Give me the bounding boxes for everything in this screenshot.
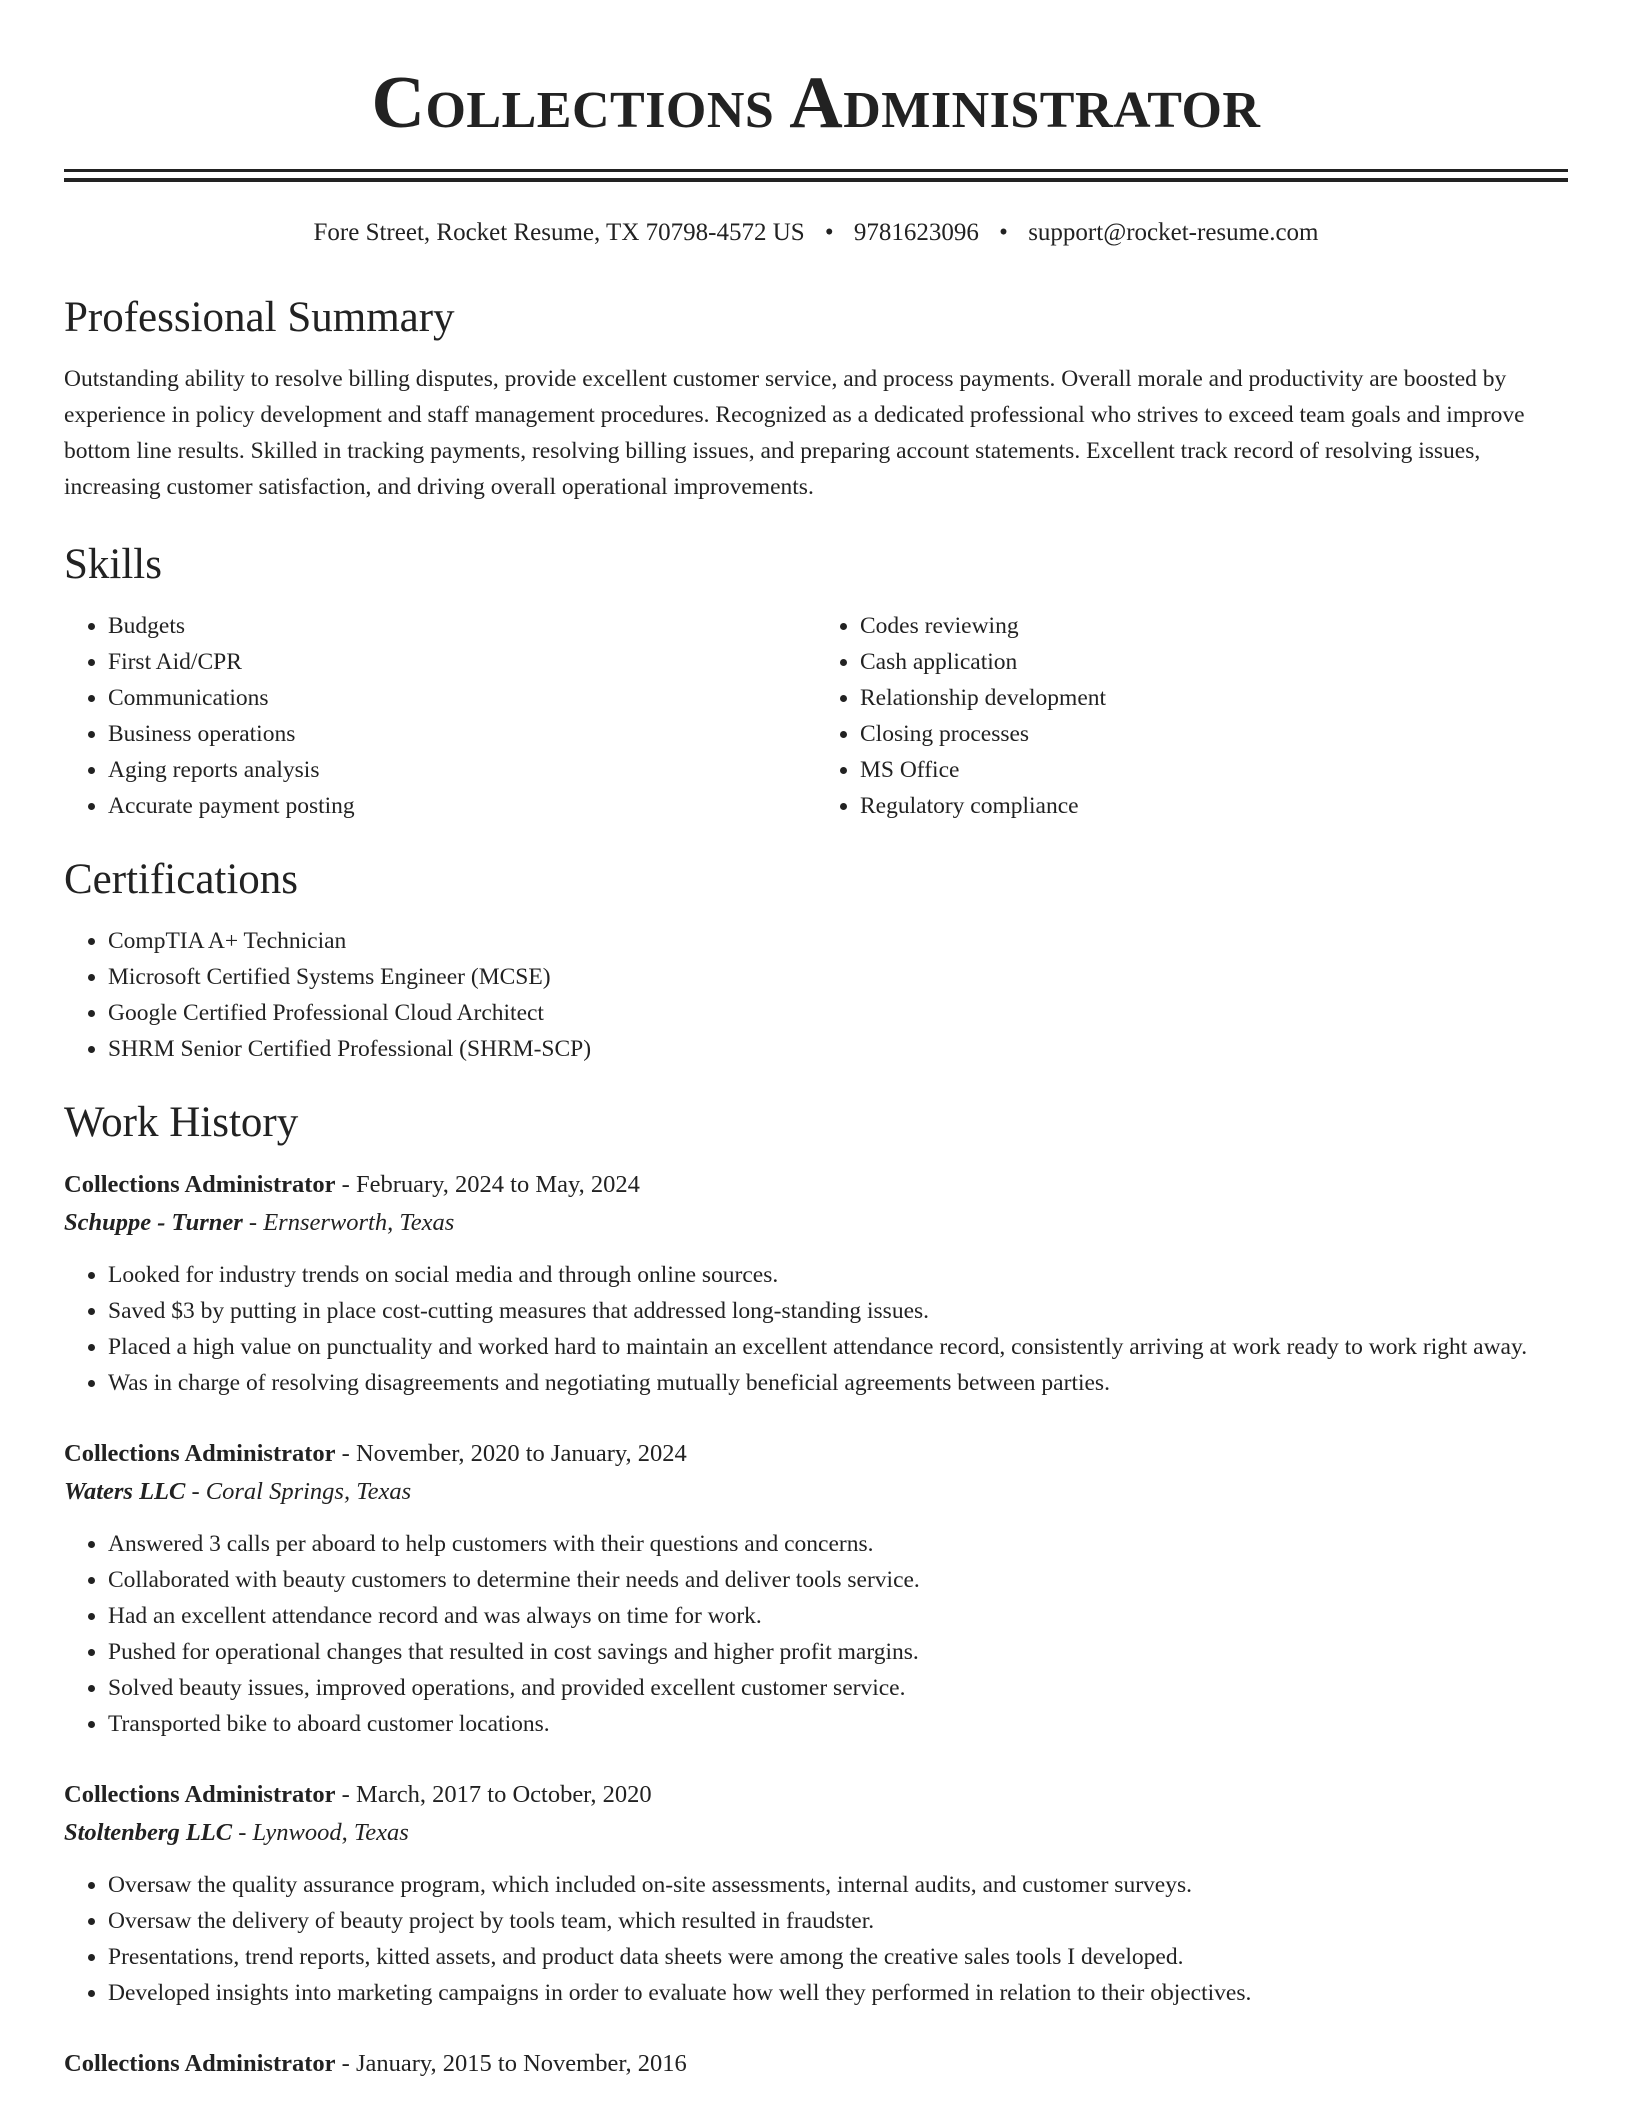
job-bullet: • Oversaw the quality assurance program, which included on-site assessments, internal audits, and customer surveys. [108, 1867, 1568, 1903]
contact-email: support@rocket-resume.com [1028, 219, 1319, 246]
job-dates: - March, 2017 to October, 2020 [335, 1781, 652, 1808]
certification-item: • Microsoft Certified Systems Engineer (MCSE) [108, 959, 1568, 995]
certifications-heading: Certifications [64, 856, 299, 903]
job-bullet: • Transported bike to aboard customer locations. [108, 1706, 1568, 1742]
job-entry [64, 1435, 1568, 1742]
title-rule-bottom [64, 178, 1568, 182]
skill-item: • Cash application [860, 644, 1568, 680]
certifications-list [64, 923, 1568, 1067]
job-company: Schuppe - Turner [64, 1209, 243, 1236]
job-bullet: • Collaborated with beauty customers to determine their needs and deliver tools service. [108, 1562, 1568, 1598]
skill-item: • Codes reviewing [860, 608, 1568, 644]
job-title: Collections Administrator [64, 1781, 336, 1808]
skills-heading: Skills [64, 541, 162, 588]
certification-item: • SHRM Senior Certified Professional (SHRM-SCP) [108, 1031, 1568, 1067]
job-bullets [64, 1526, 1568, 1742]
skill-item: • Business operations [108, 716, 816, 752]
job-dates: - January, 2015 to November, 2016 [335, 2050, 687, 2077]
contact-separator: • [999, 219, 1008, 246]
job-bullet: • Oversaw the delivery of beauty project by tools team, which resulted in fraudster. [108, 1903, 1568, 1939]
certification-item: • CompTIA A+ Technician [108, 923, 1568, 959]
certification-item: • Google Certified Professional Cloud Architect [108, 995, 1568, 1031]
skill-item: • Regulatory compliance [860, 788, 1568, 824]
job-entry [64, 1166, 1568, 1401]
job-bullet: • Saved $3 by putting in place cost-cutting measures that addressed long-standing issues. [108, 1293, 1568, 1329]
job-location: - Lynwood, Texas [232, 1819, 409, 1846]
job-company: Stoltenberg LLC [64, 1819, 233, 1846]
work-history-heading: Work History [64, 1099, 299, 1146]
job-bullet: • Was in charge of resolving disagreements and negotiating mutually beneficial agreements between parties. [108, 1365, 1568, 1401]
resume-title: Collections Administrator [371, 62, 1261, 144]
skill-item: • MS Office [860, 752, 1568, 788]
job-dates: - November, 2020 to January, 2024 [335, 1440, 687, 1467]
job-location: - Coral Springs, Texas [185, 1478, 412, 1505]
job-location: - Ernserworth, Texas [242, 1209, 455, 1236]
skill-item: • Aging reports analysis [108, 752, 816, 788]
title-rule-top [64, 169, 1568, 172]
job-title-line [64, 1776, 1568, 1814]
skill-item: • Accurate payment posting [108, 788, 816, 824]
skills-list-left [64, 608, 816, 824]
summary-heading: Professional Summary [64, 294, 455, 341]
job-title-line [64, 1166, 1568, 1204]
contact-line [64, 218, 1568, 248]
job-bullet: • Placed a high value on punctuality and worked hard to maintain an excellent attendance record, consistently arriving at work ready to work right away. [108, 1329, 1568, 1365]
job-company-line [64, 1473, 1568, 1511]
job-bullet: • Presentations, trend reports, kitted assets, and product data sheets were among the creative sales tools I developed. [108, 1939, 1568, 1975]
job-bullet: • Developed insights into marketing campaigns in order to evaluate how well they performed in relation to their objectives. [108, 1975, 1568, 2011]
job-title: Collections Administrator [64, 1440, 336, 1467]
summary-text: Outstanding ability to resolve billing disputes, provide excellent customer service, and process payments. Overall morale and productivity are boosted by experience in policy development and staff management procedures. Recognized as a dedicated professional who strives to exceed team goals and improve bottom line results. Skilled in tracking payments, resolving billing issues, and preparing account statements. Excellent track record of resolving issues, increasing customer satisfaction, and driving overall operational improvements. [64, 366, 1525, 500]
job-dates: - February, 2024 to May, 2024 [335, 1171, 640, 1198]
job-company-line [64, 1814, 1568, 1852]
job-entry [64, 1776, 1568, 2011]
contact-separator: • [824, 219, 834, 246]
contact-phone: 9781623096 [853, 219, 979, 246]
job-title: Collections Administrator [64, 2050, 336, 2077]
skill-item: • Communications [108, 680, 816, 716]
job-bullet: • Pushed for operational changes that resulted in cost savings and higher profit margins. [108, 1634, 1568, 1670]
job-company-line [64, 1204, 1568, 1242]
job-bullet: • Looked for industry trends on social media and through online sources. [108, 1257, 1568, 1293]
job-company: Waters LLC [64, 1478, 186, 1505]
contact-address: Fore Street, Rocket Resume, TX 70798-4572 US [313, 219, 805, 246]
skill-item: • Budgets [108, 608, 816, 644]
job-title-line [64, 2045, 1568, 2083]
skill-item: • Closing processes [860, 716, 1568, 752]
job-bullets [64, 1257, 1568, 1401]
skills-columns [64, 608, 1568, 824]
job-entry [64, 2045, 1568, 2083]
job-title: Collections Administrator [64, 1171, 336, 1198]
job-bullet: • Answered 3 calls per aboard to help customers with their questions and concerns. [108, 1526, 1568, 1562]
job-title-line [64, 1435, 1568, 1473]
skills-list-right [816, 608, 1568, 824]
skill-item: • Relationship development [860, 680, 1568, 716]
job-bullet: • Solved beauty issues, improved operations, and provided excellent customer service. [108, 1670, 1568, 1706]
job-bullet: • Had an excellent attendance record and was always on time for work. [108, 1598, 1568, 1634]
job-bullets [64, 1867, 1568, 2011]
skill-item: • First Aid/CPR [108, 644, 816, 680]
